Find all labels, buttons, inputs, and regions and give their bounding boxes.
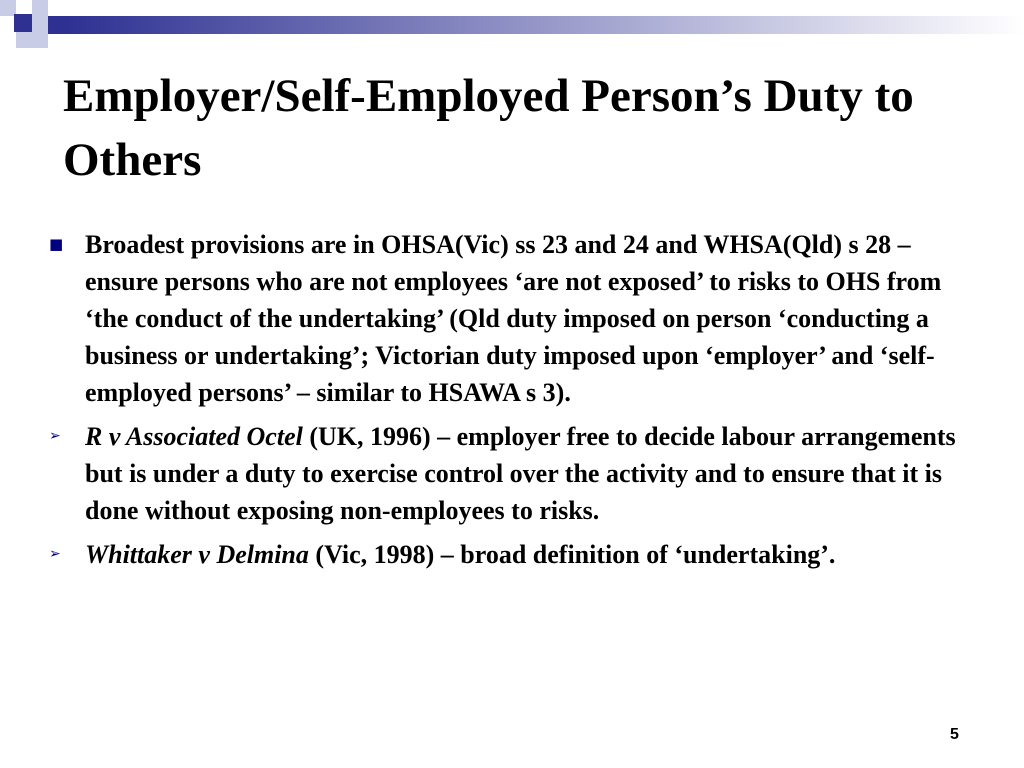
deco-square [32,0,48,16]
case-name: Whittaker v Delmina [85,540,309,569]
square-bullet-icon: ■ [49,235,64,253]
deco-square [0,0,16,16]
bullet-list [40,226,990,580]
bullet-item [40,418,990,529]
deco-square [16,0,32,16]
case-name: R v Associated Octel [85,422,303,451]
slide-title: Employer/Self-Employed Person’s Duty to Others [63,70,914,186]
header-decoration [0,0,1024,50]
bullet-text: (UK, 1996) – employer free to decide labour arrangements but is under a duty to exercise control over the activity and to ensure that it is done without exposing non-employees to risks. [85,422,956,525]
deco-square [48,16,66,34]
deco-square [14,14,32,32]
bullet-item [40,536,990,573]
deco-square [32,32,48,48]
deco-square [16,32,32,48]
header-gradient-bar [66,16,1024,34]
arrow-bullet-icon: ➢ [49,546,61,562]
bullet-text: (Vic, 1998) – broad definition of ‘undertaking’. [308,540,836,569]
deco-square [32,16,48,32]
page-number: 5 [950,726,959,743]
arrow-bullet-icon: ➢ [49,428,61,444]
bullet-item [40,226,990,411]
bullet-text: Broadest provisions are in OHSA(Vic) ss 23 and 24 and WHSA(Qld) s 28 – ensure persons who are not employees ‘are not exposed’ to risks to OHS from ‘the conduct of the undertaking’ (Qld duty imposed on person ‘conducting a business or undertaking’; Victorian duty imposed upon ‘employer’ and ‘self-employed persons’ – similar to HSAWA s 3). [85,230,942,407]
